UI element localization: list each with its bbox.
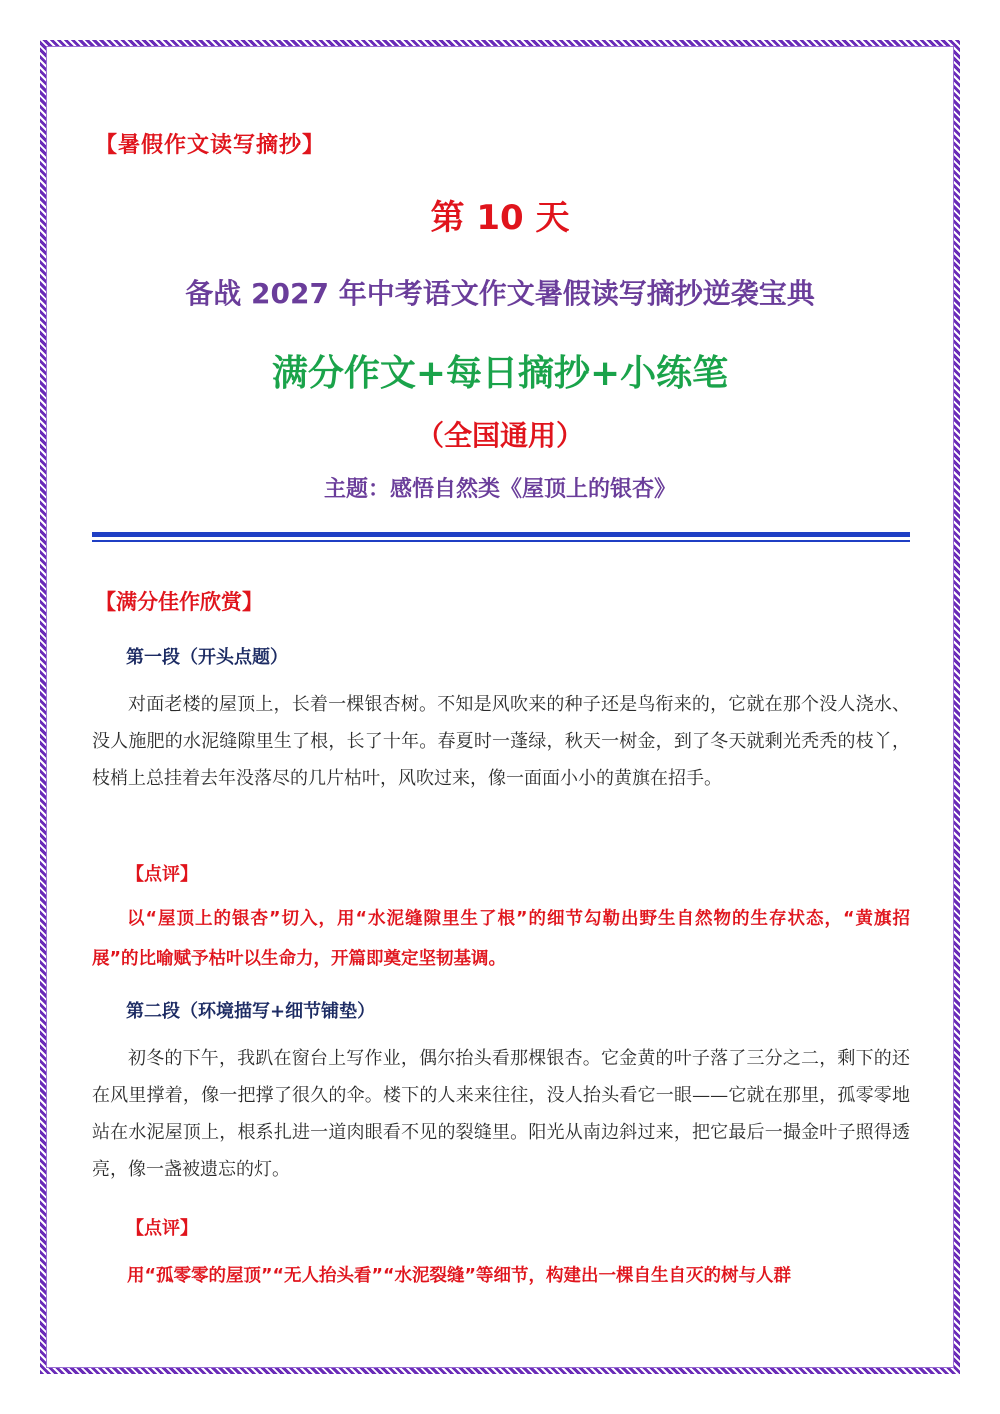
title-divider-thin <box>92 540 910 542</box>
comment-text: 以“屋顶上的银杏”切入，用“水泥缝隙里生了根”的细节勾勒出野生自然物的生存状态，“黄旗招展”的比喻赋予枯叶以生命力，开篇即奠定坚韧基调。 <box>92 909 910 969</box>
title-divider <box>92 532 910 537</box>
main-title: 满分作文+每日摘抄+小练笔 <box>271 353 729 394</box>
day-title: 第 10 天 <box>430 198 570 238</box>
comment-text: 用“孤零零的屋顶”“无人抬头看”“水泥裂缝”等细节，构建出一棵自生自灭的树与人群 <box>127 1266 792 1286</box>
paragraph-text: 对面老楼的屋顶上，长着一棵银杏树。不知是风吹来的种子还是鸟衔来的，它就在那个没人浇水、没人施肥的水泥缝隙里生了根，长了十年。春夏时一蓬绿，秋天一树金，到了冬天就剩光秃秃的枝丫，枝梢上总挂着去年没落尽的几片枯叶，风吹过来，像一面面小小的黄旗在招手。 <box>92 694 910 789</box>
series-banner: 【暑假作文读写摘抄】 <box>95 133 326 158</box>
comment-label: 【点评】 <box>126 1218 198 1239</box>
paragraph-heading: 第一段（开头点题） <box>126 647 288 668</box>
comment-label: 【点评】 <box>126 864 198 885</box>
paragraph-text: 初冬的下午，我趴在窗台上写作业，偶尔抬头看那棵银杏。它金黄的叶子落了三分之二，剩下的还在风里撑着，像一把撑了很久的伞。楼下的人来来往往，没人抬头看它一眼——它就在那里，孤零零地站在水泥屋顶上，根系扎进一道肉眼看不见的裂缝里。阳光从南边斜过来，把它最后一撮金叶子照得透亮，像一盏被遗忘的灯。 <box>92 1048 910 1180</box>
section-title: 【满分佳作欣赏】 <box>95 590 263 614</box>
scope-label: （全国通用） <box>415 419 584 452</box>
paragraph-heading: 第二段（环境描写+细节铺垫） <box>126 1001 376 1022</box>
document-subtitle: 备战 2027 年中考语文作文暑假读写摘抄逆袭宝典 <box>185 277 815 310</box>
theme-label: 主题：感悟自然类《屋顶上的银杏》 <box>323 477 676 502</box>
